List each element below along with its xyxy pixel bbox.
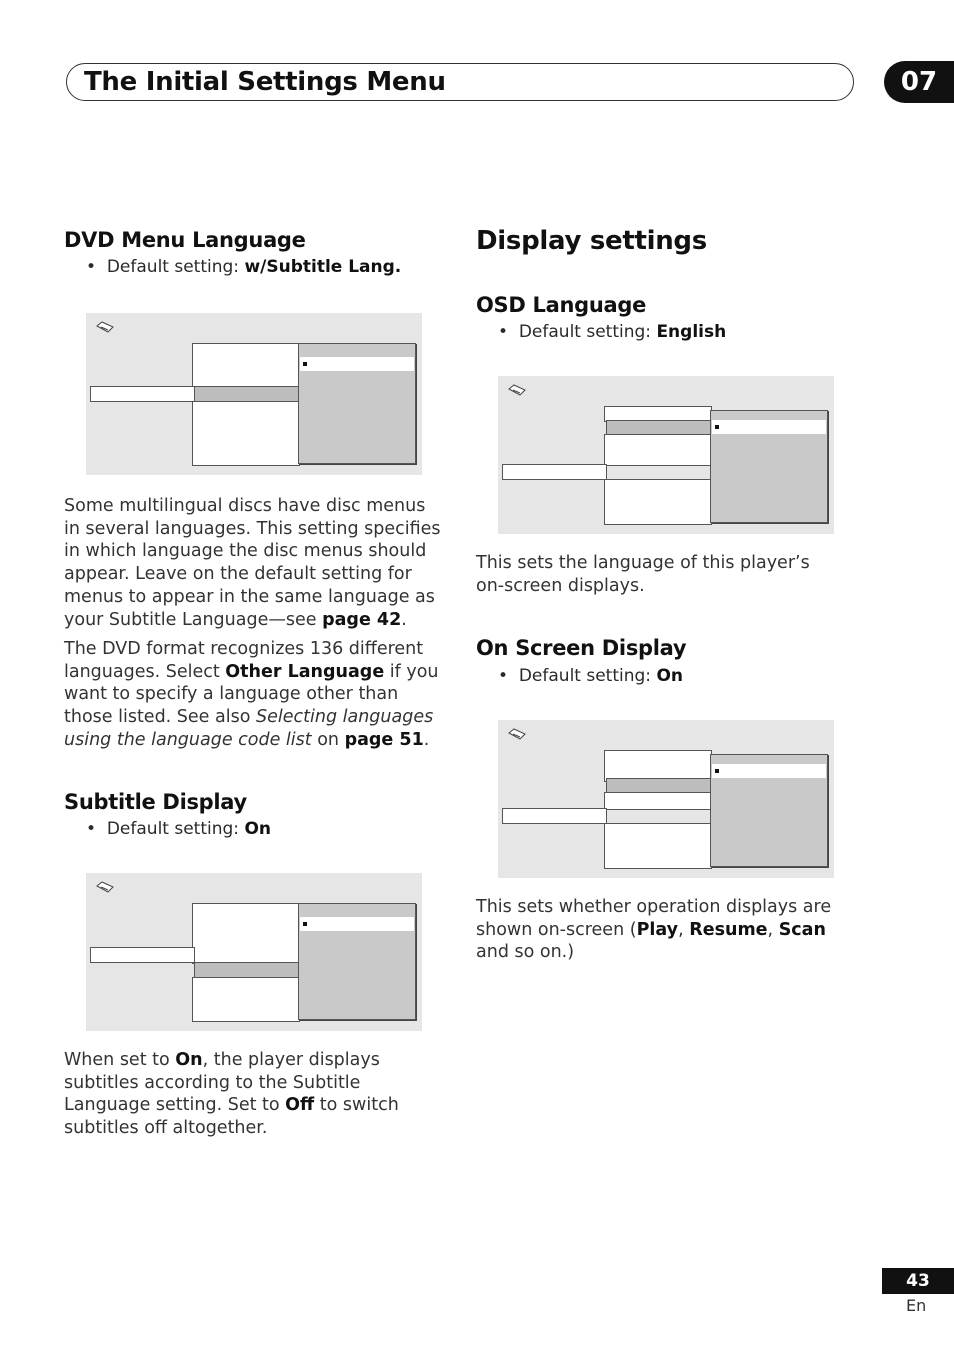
disc-icon (508, 728, 526, 740)
text: on (311, 729, 345, 750)
subtitle-display-screen (86, 873, 422, 1031)
option-highlight (712, 420, 826, 434)
default-label: Default setting: (518, 666, 657, 686)
onscreen-default-setting: • Default setting: On (498, 666, 683, 686)
text: , the player displays subtitles according to the Subtitle Language setting. Set to (64, 1050, 380, 1116)
menu-tab (502, 808, 607, 824)
on-screen-display-screen (498, 720, 834, 878)
osd-language-screen (498, 376, 834, 534)
operation-name: Resume (689, 919, 768, 940)
default-value: On (244, 819, 271, 839)
menu-panel-bottom (192, 401, 300, 466)
display-settings-title: Display settings (476, 226, 707, 256)
menu-panel-bottom (604, 479, 712, 525)
text: . (401, 609, 407, 630)
subtitle-default-setting: • Default setting: On (86, 819, 271, 839)
page-number: 43 (882, 1268, 954, 1294)
option-marker-icon (715, 425, 719, 429)
dvd-menu-default-setting: • Default setting: w/Subtitle Lang. (86, 257, 402, 277)
menu-panel-middle (604, 792, 712, 810)
page-reference: page 42 (322, 609, 402, 630)
text: This sets whether operation displays are shown on-screen ( (476, 897, 832, 940)
text: . (423, 729, 430, 750)
text: if you want to specify a language other than those listed. See also (64, 661, 439, 728)
on-screen-display-heading: On Screen Display (476, 636, 687, 660)
menu-panel-bottom (192, 977, 300, 1022)
menu-panel-top (192, 903, 300, 964)
text: , (767, 919, 779, 940)
text: When set to (64, 1050, 176, 1070)
subtitle-display-heading: Subtitle Display (64, 790, 247, 814)
text: to switch subtitles off altogether. (64, 1095, 399, 1139)
menu-tab (90, 947, 195, 963)
osd-paragraph: This sets the language of this player’s on-screen displays. (476, 553, 810, 596)
option-marker-icon (303, 922, 307, 926)
text: , (678, 919, 690, 940)
option-highlight (712, 764, 826, 778)
default-label: Default setting: (106, 257, 245, 277)
page-language: En (906, 1296, 927, 1315)
default-label: Default setting: (106, 819, 245, 839)
section-reference: Selecting languages using the language code list (64, 707, 434, 750)
menu-tab (502, 464, 607, 480)
text: The DVD format recognizes 136 different languages. Select (64, 639, 424, 682)
subtitle-paragraph (64, 1049, 448, 1140)
default-value: English (656, 322, 727, 342)
menu-tab (90, 386, 195, 402)
operation-name: Scan (778, 919, 826, 940)
option-marker-icon (715, 769, 719, 773)
disc-icon (96, 321, 114, 333)
menu-selected-row (194, 962, 302, 978)
dvd-menu-paragraph-2 (64, 638, 448, 752)
dvd-menu-language-heading: DVD Menu Language (64, 228, 306, 252)
option-name: Other Language (225, 661, 385, 682)
dvd-menu-paragraph-1 (64, 495, 444, 631)
operation-name: Play (636, 919, 679, 940)
osd-language-heading: OSD Language (476, 293, 647, 317)
menu-panel-middle (604, 434, 712, 466)
menu-selected-row (194, 386, 302, 402)
default-value: On (656, 666, 683, 686)
page-title: The Initial Settings Menu (84, 67, 446, 97)
disc-icon (96, 881, 114, 893)
chapter-badge: 07 (884, 61, 954, 103)
menu-panel-top (192, 343, 300, 388)
osd-default-setting: • Default setting: English (498, 322, 727, 342)
page-reference: page 51 (344, 729, 424, 750)
option-marker-icon (303, 362, 307, 366)
option-name: Off (285, 1095, 315, 1116)
default-label: Default setting: (518, 322, 657, 342)
menu-panel-bottom (604, 823, 712, 869)
text: Some multilingual discs have disc menus in several languages. This setting specifies in which language the disc menus should appear. Leave on the default setting for menus to appear in the same language as your Subtitle Language—see (64, 496, 441, 630)
disc-icon (508, 384, 526, 396)
option-highlight (300, 357, 414, 371)
default-value: w/Subtitle Lang. (244, 257, 402, 277)
onscreen-paragraph (476, 896, 848, 964)
text: and so on.) (476, 942, 575, 963)
dvd-menu-language-screen (86, 313, 422, 475)
option-highlight (300, 917, 414, 931)
option-name: On (175, 1050, 203, 1070)
